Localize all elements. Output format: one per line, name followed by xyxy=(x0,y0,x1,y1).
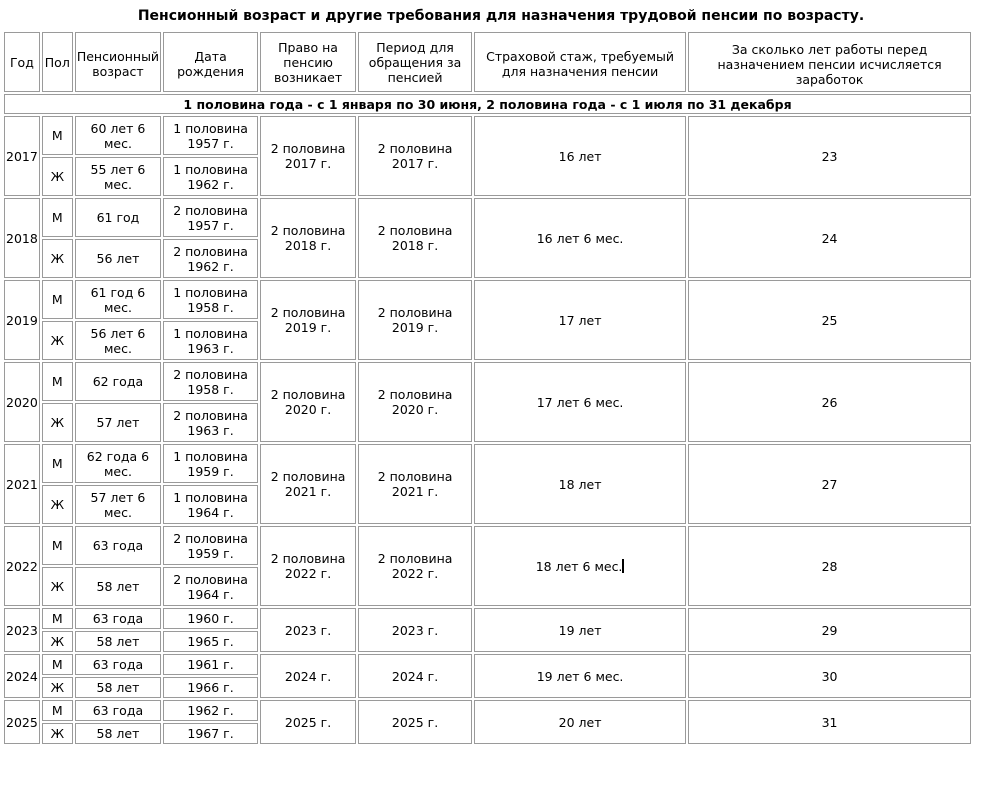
age-cell: 58 лет xyxy=(75,677,161,698)
birth-cell: 1 половина 1964 г. xyxy=(163,485,258,524)
header-experience: Страховой стаж, требуемый для назначения пенсии xyxy=(474,32,686,92)
birth-cell: 1961 г. xyxy=(163,654,258,675)
birth-cell: 2 половина 1957 г. xyxy=(163,198,258,237)
band-note: 1 половина года - с 1 января по 30 июня, 2 половина года - с 1 июля по 31 декабря xyxy=(4,94,971,114)
right-cell: 2 половина 2018 г. xyxy=(260,198,356,278)
header-right: Право на пенсию возникает xyxy=(260,32,356,92)
sex-cell: Ж xyxy=(42,321,73,360)
age-cell: 60 лет 6 мес. xyxy=(75,116,161,155)
period-cell: 2 половина 2022 г. xyxy=(358,526,472,606)
table-row xyxy=(4,116,971,155)
right-cell: 2023 г. xyxy=(260,608,356,652)
birth-cell: 2 половина 1959 г. xyxy=(163,526,258,565)
experience-cell: 16 лет xyxy=(474,116,686,196)
table-row xyxy=(4,526,971,565)
birth-cell: 2 половина 1958 г. xyxy=(163,362,258,401)
year-cell: 2024 xyxy=(4,654,40,698)
period-cell: 2 половина 2020 г. xyxy=(358,362,472,442)
sex-cell: Ж xyxy=(42,677,73,698)
birth-cell: 1967 г. xyxy=(163,723,258,744)
birth-cell: 1 половина 1963 г. xyxy=(163,321,258,360)
table-row xyxy=(4,198,971,237)
age-cell: 58 лет xyxy=(75,723,161,744)
birth-cell: 2 половина 1964 г. xyxy=(163,567,258,606)
table-row xyxy=(4,608,971,629)
sex-cell: Ж xyxy=(42,723,73,744)
period-cell: 2023 г. xyxy=(358,608,472,652)
experience-cell: 17 лет xyxy=(474,280,686,360)
table-row xyxy=(4,444,971,483)
sex-cell: Ж xyxy=(42,157,73,196)
age-cell: 62 года xyxy=(75,362,161,401)
experience-cell: 17 лет 6 мес. xyxy=(474,362,686,442)
birth-cell: 1 половина 1957 г. xyxy=(163,116,258,155)
experience-cell: 16 лет 6 мес. xyxy=(474,198,686,278)
year-cell: 2023 xyxy=(4,608,40,652)
earnings-cell: 23 xyxy=(688,116,971,196)
age-cell: 61 год 6 мес. xyxy=(75,280,161,319)
age-cell: 58 лет xyxy=(75,631,161,652)
year-cell: 2025 xyxy=(4,700,40,744)
pension-table xyxy=(2,30,973,746)
age-cell: 57 лет 6 мес. xyxy=(75,485,161,524)
experience-cell: 19 лет 6 мес. xyxy=(474,654,686,698)
right-cell: 2024 г. xyxy=(260,654,356,698)
right-cell: 2025 г. xyxy=(260,700,356,744)
sex-cell: М xyxy=(42,654,73,675)
experience-cell: 18 лет 6 мес. xyxy=(474,526,686,606)
age-cell: 61 год xyxy=(75,198,161,237)
age-cell: 57 лет xyxy=(75,403,161,442)
header-age: Пенсионный возраст xyxy=(75,32,161,92)
age-cell: 63 года xyxy=(75,608,161,629)
year-cell: 2021 xyxy=(4,444,40,524)
table-row xyxy=(4,362,971,401)
sex-cell: Ж xyxy=(42,567,73,606)
birth-cell: 1 половина 1959 г. xyxy=(163,444,258,483)
header-period: Период для обращения за пенсией xyxy=(358,32,472,92)
sex-cell: М xyxy=(42,116,73,155)
right-cell: 2 половина 2021 г. xyxy=(260,444,356,524)
sex-cell: М xyxy=(42,362,73,401)
page-title: Пенсионный возраст и другие требования для назначения трудовой пенсии по возрасту. xyxy=(137,8,865,24)
age-cell: 55 лет 6 мес. xyxy=(75,157,161,196)
text-cursor xyxy=(622,559,624,573)
sex-cell: М xyxy=(42,198,73,237)
table-row xyxy=(4,700,971,721)
earnings-cell: 26 xyxy=(688,362,971,442)
sex-cell: М xyxy=(42,700,73,721)
sex-cell: Ж xyxy=(42,403,73,442)
birth-cell: 1960 г. xyxy=(163,608,258,629)
period-cell: 2 половина 2017 г. xyxy=(358,116,472,196)
earnings-cell: 24 xyxy=(688,198,971,278)
earnings-cell: 31 xyxy=(688,700,971,744)
earnings-cell: 27 xyxy=(688,444,971,524)
earnings-cell: 30 xyxy=(688,654,971,698)
birth-cell: 2 половина 1962 г. xyxy=(163,239,258,278)
period-cell: 2024 г. xyxy=(358,654,472,698)
birth-cell: 1965 г. xyxy=(163,631,258,652)
period-cell: 2 половина 2021 г. xyxy=(358,444,472,524)
right-cell: 2 половина 2020 г. xyxy=(260,362,356,442)
birth-cell: 1966 г. xyxy=(163,677,258,698)
right-cell: 2 половина 2022 г. xyxy=(260,526,356,606)
age-cell: 63 года xyxy=(75,654,161,675)
earnings-cell: 25 xyxy=(688,280,971,360)
period-cell: 2 половина 2019 г. xyxy=(358,280,472,360)
table-row xyxy=(4,280,971,319)
age-cell: 63 года xyxy=(75,700,161,721)
birth-cell: 1962 г. xyxy=(163,700,258,721)
sex-cell: М xyxy=(42,444,73,483)
sex-cell: Ж xyxy=(42,485,73,524)
table-row xyxy=(4,654,971,675)
age-cell: 58 лет xyxy=(75,567,161,606)
sex-cell: М xyxy=(42,526,73,565)
year-cell: 2018 xyxy=(4,198,40,278)
earnings-cell: 29 xyxy=(688,608,971,652)
period-cell: 2025 г. xyxy=(358,700,472,744)
right-cell: 2 половина 2017 г. xyxy=(260,116,356,196)
sex-cell: Ж xyxy=(42,239,73,278)
header-birth: Дата рождения xyxy=(163,32,258,92)
experience-cell: 20 лет xyxy=(474,700,686,744)
header-year: Год xyxy=(4,32,40,92)
birth-cell: 1 половина 1962 г. xyxy=(163,157,258,196)
band-row xyxy=(4,94,971,114)
year-cell: 2020 xyxy=(4,362,40,442)
birth-cell: 2 половина 1963 г. xyxy=(163,403,258,442)
year-cell: 2022 xyxy=(4,526,40,606)
birth-cell: 1 половина 1958 г. xyxy=(163,280,258,319)
earnings-cell: 28 xyxy=(688,526,971,606)
period-cell: 2 половина 2018 г. xyxy=(358,198,472,278)
year-cell: 2017 xyxy=(4,116,40,196)
header-row xyxy=(4,32,971,92)
experience-cell: 18 лет xyxy=(474,444,686,524)
sex-cell: М xyxy=(42,280,73,319)
right-cell: 2 половина 2019 г. xyxy=(260,280,356,360)
age-cell: 63 года xyxy=(75,526,161,565)
age-cell: 56 лет 6 мес. xyxy=(75,321,161,360)
year-cell: 2019 xyxy=(4,280,40,360)
age-cell: 62 года 6 мес. xyxy=(75,444,161,483)
sex-cell: Ж xyxy=(42,631,73,652)
header-sex: Пол xyxy=(42,32,73,92)
header-earnings: За сколько лет работы перед назначением пенсии исчисляется заработок xyxy=(688,32,971,92)
experience-cell: 19 лет xyxy=(474,608,686,652)
sex-cell: М xyxy=(42,608,73,629)
age-cell: 56 лет xyxy=(75,239,161,278)
